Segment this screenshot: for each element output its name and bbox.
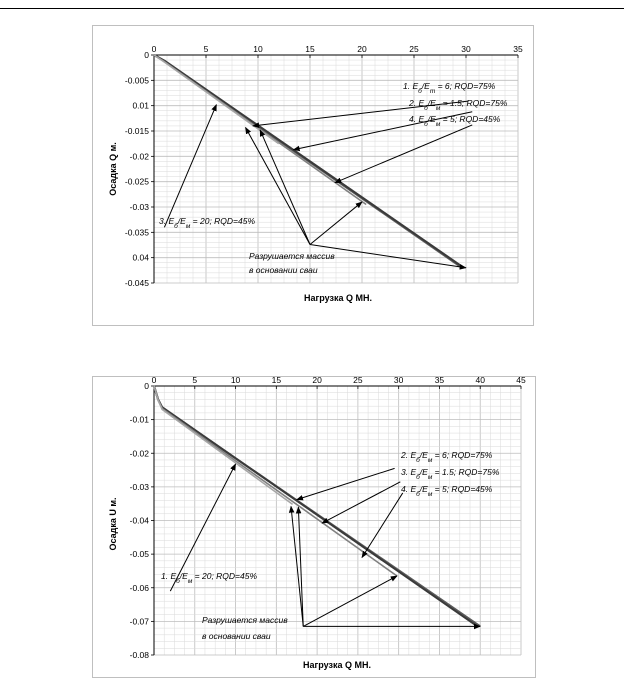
y-tick-label: -0.035 [124, 227, 149, 238]
y-tick-label: 0.04 [132, 252, 149, 263]
x-tick-label: 35 [434, 377, 445, 385]
chart-2-svg [93, 377, 535, 677]
y-tick-label: -0.06 [129, 582, 149, 593]
y-tick-label: -0.08 [129, 650, 149, 660]
y-tick-label: 0 [144, 381, 149, 391]
x-tick-label: 20 [357, 44, 367, 54]
annotation-label: 4. $E_б/E_м = 5$; RQD=45% [409, 114, 501, 128]
y-tick-label: -0.045 [124, 278, 149, 288]
annotation-label: 3. $E_б/E_м = 1.5$; RQD=75% [401, 467, 500, 481]
annotation-arrow [335, 125, 472, 183]
y-tick-label: -0.015 [124, 126, 149, 136]
x-tick-label: 30 [393, 377, 404, 385]
y-tick-label: -0.03 [129, 481, 149, 492]
x-tick-label: 45 [516, 377, 526, 385]
annotation-label: Разрушается массив [249, 251, 335, 261]
annotation-arrow [246, 127, 310, 244]
y-tick-label: -0.025 [124, 176, 149, 187]
y-axis-title: Осадка Q м. [108, 142, 118, 196]
annotation-label: 3. $E_б/E_м = 20$; RQD=45% [159, 216, 256, 230]
y-tick-label: -0.02 [129, 448, 149, 459]
x-tick-label: 0 [151, 44, 157, 54]
annotation-label-line-2: в основании сваи [249, 265, 318, 275]
y-tick-label: 0 [144, 50, 149, 60]
y-tick-label: -0.02 [129, 151, 149, 162]
y-tick-label: -0.04 [129, 515, 149, 526]
annotation-label: Разрушается массив [202, 615, 288, 625]
chart-settlement-1 [92, 25, 534, 326]
x-tick-label: 5 [203, 44, 209, 54]
x-tick-label: 35 [513, 44, 523, 54]
y-tick-label: -0.07 [129, 616, 149, 627]
annotation-label: 2. $E_б/E_м = 6$; RQD=75% [401, 450, 493, 464]
x-tick-label: 0 [151, 377, 157, 385]
x-tick-label: 25 [409, 44, 419, 54]
x-tick-label: 25 [353, 377, 363, 385]
annotation-label: 4. $E_б/E_м = 5$; RQD=45% [401, 484, 493, 498]
chart-1-svg [93, 26, 533, 325]
annotation-label: 2. $E_б/E_м = 1.5$; RQD=75% [409, 98, 508, 112]
x-tick-label: 10 [253, 44, 263, 54]
x-tick-label: 15 [305, 44, 315, 54]
annotation-label-line-2: в основании сваи [202, 631, 271, 641]
x-tick-label: 5 [192, 377, 198, 385]
y-axis-title: Осадка U м. [108, 497, 118, 551]
x-axis-title: Нагрузка Q МН. [302, 660, 372, 670]
annotation-arrow [291, 506, 303, 626]
annotation-label: 1. $E_б/E_м = 20$; RQD=45% [161, 571, 258, 585]
x-tick-label: 20 [312, 377, 322, 385]
x-tick-label: 15 [271, 377, 282, 385]
x-tick-label: 30 [461, 44, 471, 54]
annotation-arrow [298, 507, 303, 626]
y-tick-label: -0.005 [124, 75, 149, 86]
annotation-arrow [164, 105, 216, 228]
x-axis-title: Нагрузка Q МН. [303, 293, 373, 303]
annotation-arrow [297, 468, 395, 499]
y-tick-label: -0.05 [129, 549, 149, 560]
annotation-label: 1. $E_б/E_т = 6$; RQD=75% [403, 81, 496, 95]
chart-settlement-2 [92, 376, 536, 678]
x-tick-label: 40 [475, 377, 485, 385]
page-top-rule [0, 8, 624, 9]
y-tick-label: -0.01 [129, 414, 149, 425]
y-tick-label: -0.03 [129, 202, 149, 212]
y-tick-label: 0.01 [132, 100, 149, 111]
x-tick-label: 10 [230, 377, 241, 385]
